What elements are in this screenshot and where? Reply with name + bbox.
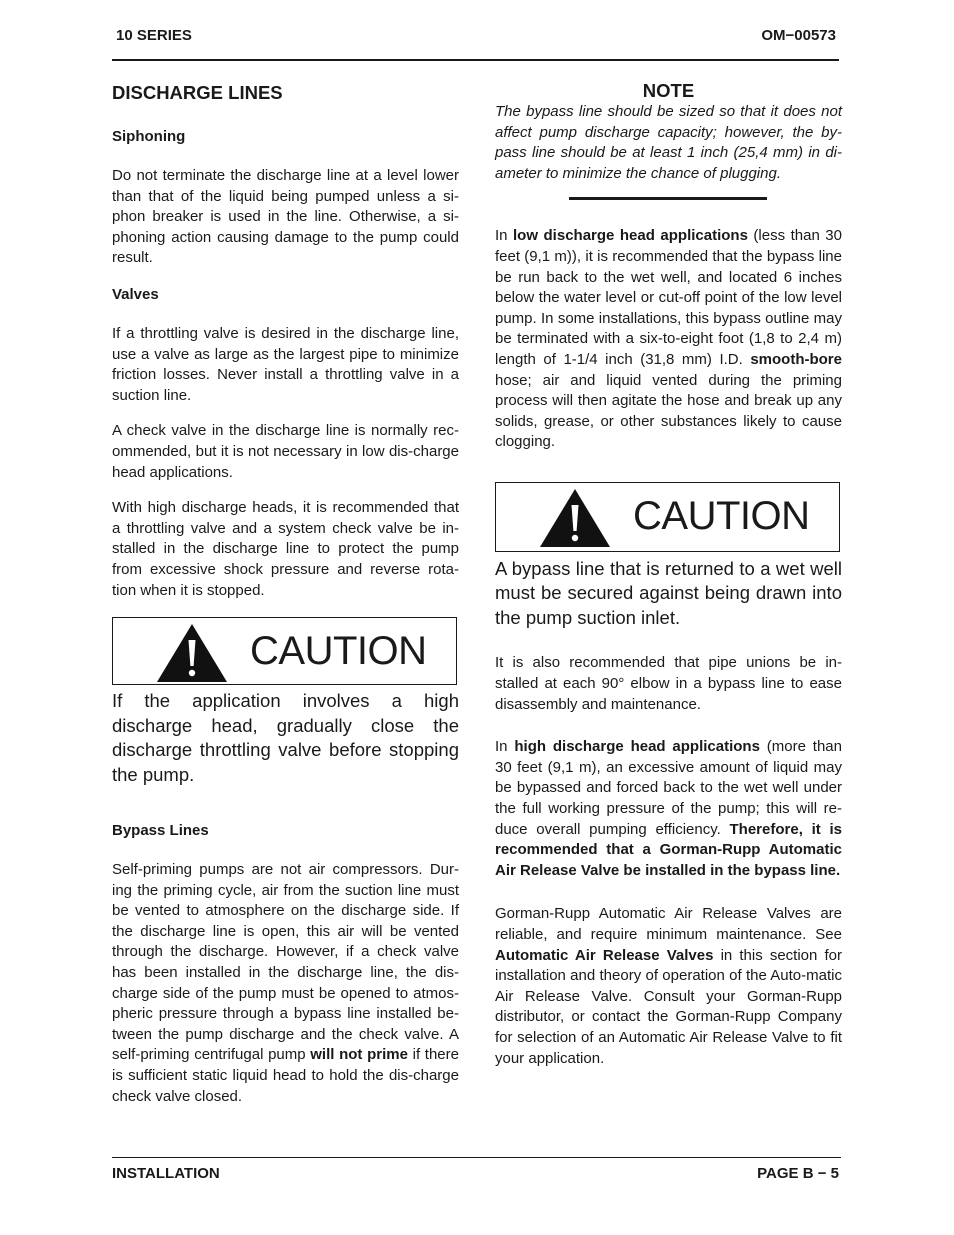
page-header <box>112 27 836 47</box>
note-text: The bypass line should be sized so that it does not affect pump discharge capacity; however, the by-pass line should be at least 1 inch (25,4 mm) in di-ameter to minimize the chance of plugging. <box>495 103 842 182</box>
siphoning-heading: Siphoning <box>112 128 186 145</box>
siphoning-paragraph: Do not terminate the discharge line at a level lower than that of the liquid being pumped unless a si-phon breaker is used in the line. Otherwise, a si-phoning action causing damage to the pump could result. <box>112 167 459 267</box>
caution-label: CAUTION <box>633 493 810 538</box>
note-divider <box>569 197 767 200</box>
footer-section: INSTALLATION <box>112 1165 220 1182</box>
section-title: DISCHARGE LINES <box>112 82 283 103</box>
header-divider <box>112 59 839 61</box>
air-release-paragraph: Gorman-Rupp Automatic Air Release Valves are reliable, and require minimum maintenance. See Automatic Air Release Valves in this section for installation and theory of operation of the Auto-matic Air Release Valve. Consult your Gorman-Rupp distributor, or contact the Gorman-Rupp Company for selection of an Automatic Air Release Valve to fit your application. <box>495 905 843 1067</box>
caution-box <box>112 617 457 685</box>
right-column <box>495 80 842 1069</box>
footer-page-number: PAGE B − 5 <box>757 1165 839 1182</box>
bypass-paragraph: Self-priming pumps are not air compressors. Dur-ing the priming cycle, air from the suction line must be vented to atmosphere on the discharge side. If the discharge line is open, this air will be vented through the discharge. However, if a check valve has been installed in the discharge line, the dis-charge side of the pump must be opened to atmos-pheric pressure through a bypass line installed be-tween the pump discharge and the check valve. A self-priming centrifugal pump will not prime if there is sufficient static liquid head to hold the dis-charge check valve closed. <box>112 861 459 1105</box>
caution-label: CAUTION <box>250 629 427 674</box>
caution-message: A bypass line that is returned to a wet well must be secured against being drawn into the pump suction inlet. <box>495 557 842 628</box>
left-column <box>112 80 459 1107</box>
valves-paragraph-3: With high discharge heads, it is recommended that a throttling valve and a system check valve be in-stalled in the discharge line to protect the pump from excessive shock pressure and reverse rota-tion when it is stopped. <box>112 499 459 599</box>
valves-paragraph-1: If a throttling valve is desired in the discharge line, use a valve as large as the largest pipe to minimize friction losses. Never install a throttling valve in a suction line. <box>112 324 459 404</box>
caution-message: If the application involves a high discharge head, gradually close the discharge throttling valve before stopping the pump. <box>112 690 459 785</box>
caution-box <box>495 482 840 552</box>
header-series: 10 SERIES <box>116 27 192 44</box>
high-head-paragraph: In high discharge head applications (more than 30 feet (9,1 m), an excessive amount of liquid may be bypassed and forced back to the wet well under the full working pressure of the pump; this will re-duce overall pumping efficiency. Therefore, it is recommended that a Gorman-Rupp Automatic Air Release Valve be installed in the bypass line. <box>495 738 843 879</box>
low-head-paragraph: In low discharge head applications (less than 30 feet (9,1 m)), it is recommended that the bypass line be run back to the wet well, and located 6 inches below the water level or cut-off point of the low level pump. In some installations, this bypass outline may be terminated with a six-to-eight foot (1,8 to 2,4 m) length of 1-1/4 inch (31,8 mm) I.D. smooth-bore hose; air and liquid vented during the priming process will then agitate the hose and break up any solids, grease, or other substances likely to cause clogging. <box>495 227 842 451</box>
page-footer <box>112 1165 839 1185</box>
warning-triangle-icon <box>155 622 229 684</box>
header-doc-number: OM−00573 <box>761 27 836 44</box>
unions-paragraph: It is also recommended that pipe unions be in-stalled at each 90° elbow in a bypass line to ease disassembly and maintenance. <box>495 654 842 713</box>
valves-heading: Valves <box>112 285 159 303</box>
bypass-heading: Bypass Lines <box>112 822 209 840</box>
valves-paragraph-2: A check valve in the discharge line is normally rec-ommended, but it is not necessary in low dis-charge head applications. <box>112 422 459 481</box>
note-title: NOTE <box>642 80 695 101</box>
footer-divider <box>112 1157 841 1158</box>
warning-triangle-icon <box>538 487 612 549</box>
